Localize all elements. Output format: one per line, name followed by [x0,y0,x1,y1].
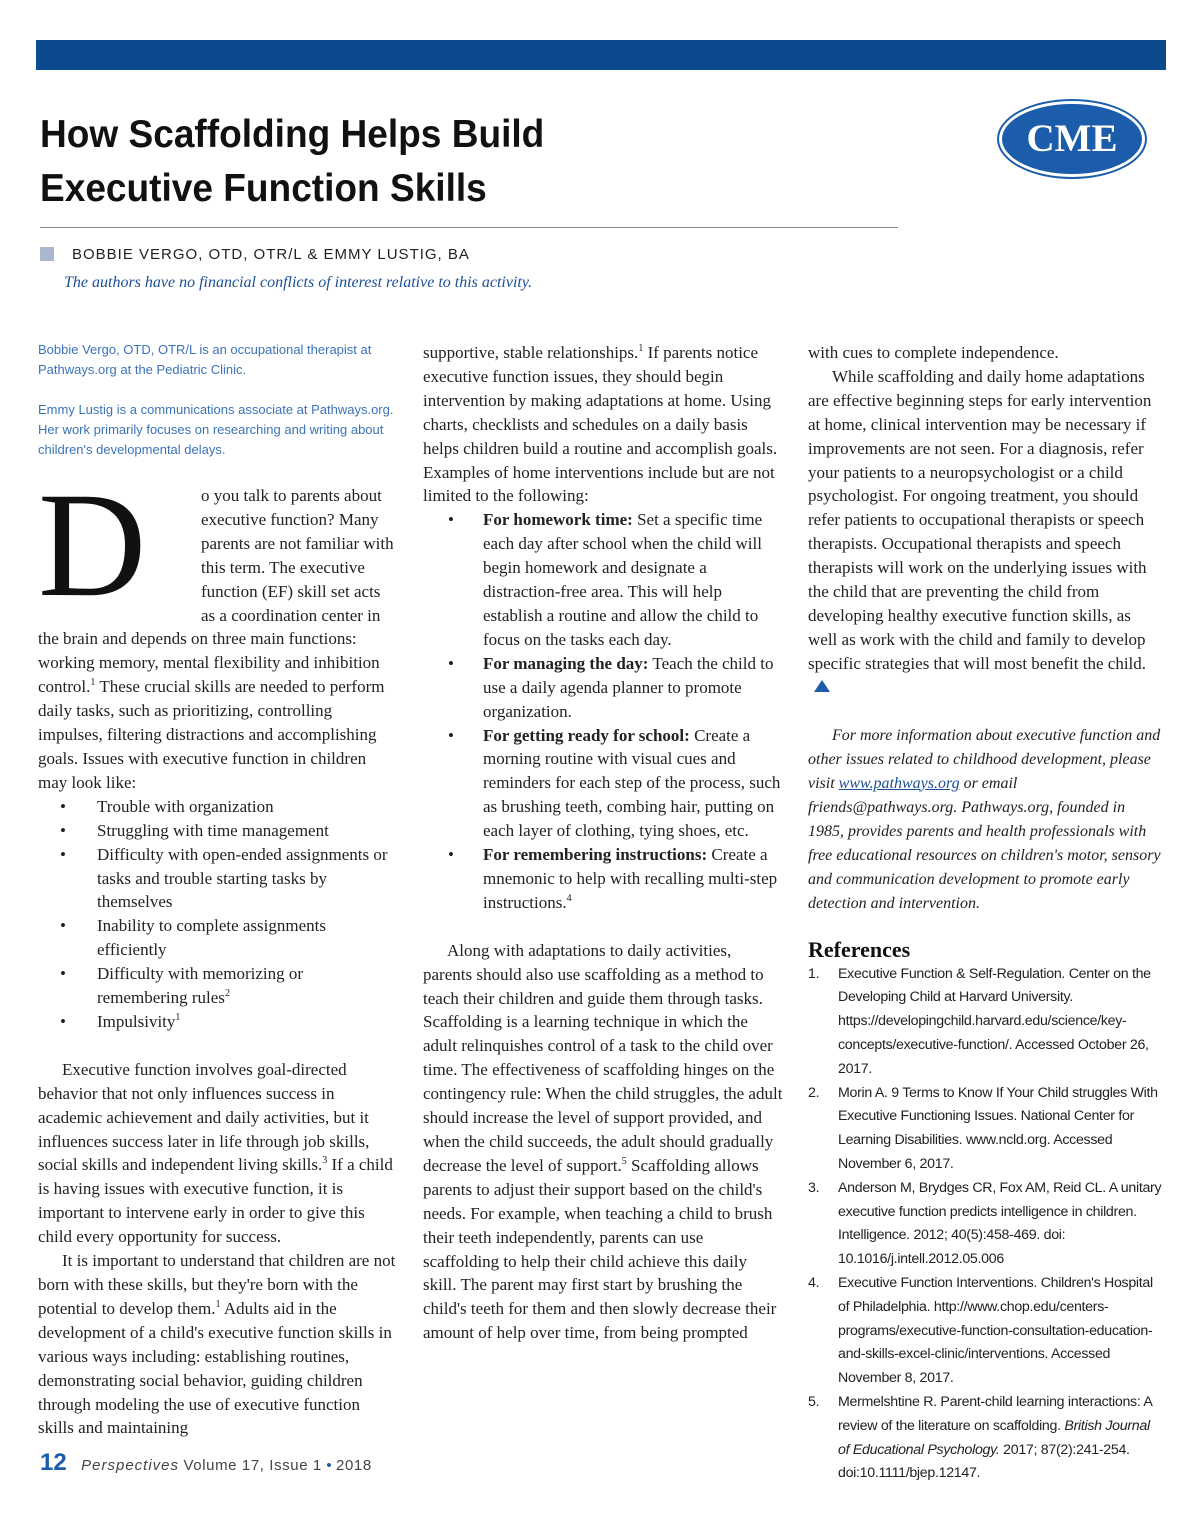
intervention-list [423,508,783,914]
title-divider [40,227,898,228]
page-footer [40,1448,372,1481]
reference-item: 2. Morin A. 9 Terms to Know If Your Child struggles With Executive Functioning Issues. National Center for Learning Disabilities. www.ncld.org. Accessed November 6, 2017. [808,1084,1158,1172]
reference-item: 4. Executive Function Interventions. Children's Hospital of Philadelphia. http://www.chop.edu/centers-programs/executive-function-consultation-education-and-skills-excel-clinic/interventions. Accessed November 8, 2017. [808,1274,1153,1387]
cme-badge-label: CME [1026,117,1118,160]
list-item: • Inability to complete assignments efficiently [38,914,396,962]
reference-item: 5. Mermelshtine R. Parent-child learning interactions: A review of the literature on scaffolding. British Journal of Educational Psychology. 2017; 87(2):241-254. doi:10.1111/bjep.12147. [808,1393,1152,1482]
reference-item: 3. Anderson M, Brydges CR, Fox AM, Reid CL. A unitary executive function predicts intelligence in children. Intelligence. 2012; 40(5):458-469. doi: 10.1016/j.intell.2012.05.006 [808,1179,1162,1268]
column-3 [808,341,1164,1486]
end-mark-icon [814,680,830,692]
list-item: • Impulsivity$^1$ [38,1010,396,1034]
issue-info: Volume 17, Issue 1 [183,1457,322,1474]
cme-badge [1002,104,1142,174]
list-item: • For managing the day: Teach the child to use a daily agenda planner to promote organization. [423,652,783,724]
references-list [808,963,1164,1487]
more-info: For more information about executive function and other issues related to childhood development, please visit www.pathways.org or email friends@pathways.org. Pathways.org, founded in 1985, provides parents and health professionals with free educational resources on children's motor, sensory and communication development to promote early detection and intervention. [808,726,1161,912]
disclosure-statement: The authors have no financial conflicts of interest relative to this activity. [64,274,533,291]
intro-paragraph: D o you talk to parents about executive function? Many parents are not familiar with this term. The executive function (EF) skill set acts as a coordination center in the brain and depends on three main functions: working memory, mental flexibility and inhibition control.$^1$ These crucial skills are needed to perform daily tasks, such as prioritizing, controlling impulses, filtering distractions and accomplishing goals. Issues with executive function in children may look like: [38,462,394,792]
list-item: • For getting ready for school: Create a morning routine with visual cues and reminders for each step of the process, such as brushing teeth, combing hair, putting on each layer of clothing, tying shoes, etc. [423,724,783,844]
title-line-2: Executive Function Skills [40,167,487,210]
title-line-1: How Scaffolding Helps Build [40,113,545,156]
reference-item: 1. Executive Function & Self-Regulation. Center on the Developing Child at Harvard University. https://developingchild.harvard.edu/science/key-concepts/executive-function/. Accessed October 26, 2017. [808,965,1151,1077]
list-item: • For homework time: Set a specific time each day after school when the child will begin homework and designate a distraction-free area. This will help establish a routine and allow the child to focus on the tasks each day. [423,508,783,651]
body-paragraph: It is important to understand that children are not born with these skills, but they're born with the potential to develop them.$^1$ Adults aid in the development of a child's executive function skills in various ways including: establishing routines, demonstrating social behavior, guiding children through modeling the use of executive function skills and maintaining [38,1251,396,1438]
publication-year: 2018 [336,1457,372,1474]
drop-cap: D [38,462,147,628]
body-paragraph: with cues to complete independence. [808,343,1059,362]
body-paragraph: supportive, stable relationships.$^1$ If parents notice executive function issues, they should begin intervention by making adaptations at home. Using charts, checklists and schedules on a daily basis helps children build a routine and accomplish goals. Examples of home interventions include but are not limited to the following: [423,343,778,506]
column-1 [38,462,396,1440]
header-bar [36,40,1166,70]
page-number: 12 [40,1449,67,1476]
author-marker [40,247,54,261]
body-paragraph: Executive function involves goal-directed behavior that not only influences success in academic achievement and daily activities, but it influences success later in life through job skills, social skills and independent living skills.$^3$ If a child is having issues with executive function, it is important to intervene early in order to give this child every opportunity for success. [38,1059,393,1247]
author-bios [38,340,398,480]
references-heading: References [808,936,911,962]
publication-name: Perspectives [81,1457,180,1474]
pathways-link[interactable]: www.pathways.org [838,774,960,792]
bio-vergo: Bobbie Vergo, OTD, OTR/L is an occupational therapist at Pathways.org at the Pediatric Clinic. [38,342,372,377]
list-item: • Difficulty with memorizing or remembering rules$^2$ [38,962,396,1010]
article-title [40,108,544,216]
list-item: • For remembering instructions: Create a mnemonic to help with recalling multi-step instructions.$^4$ [423,843,783,915]
symptom-list [38,795,396,1034]
list-item: • Trouble with organization [38,795,396,819]
list-item: • Struggling with time management [38,819,396,843]
column-2 [423,341,783,1345]
body-paragraph: While scaffolding and daily home adaptations are effective beginning steps for early intervention at home, clinical intervention may be necessary if improvements are not seen. For a diagnosis, refer your patients to a neuropsychologist or a child psychologist. For ongoing treatment, you should refer patients to occupational therapists or speech therapists. Occupational therapists and speech therapists will work on the underlying issues with the child that are preventing the child from developing healthy executive function skills, as well as work with the child and family to develop specific strategies that will most benefit the child. [808,365,1164,700]
list-item: • Difficulty with open-ended assignments or tasks and trouble starting tasks by themselves [38,843,396,915]
body-paragraph: Along with adaptations to daily activities, parents should also use scaffolding as a method to teach their children and guide them through tasks. Scaffolding is a learning technique in which the adult relinquishes control of a task to the child over time. The effectiveness of scaffolding hinges on the contingency rule: When the child struggles, the adult should increase the level of support provided, and when the child succeeds, the adult should gradually decrease the level of support.$^5$ Scaffolding allows parents to adjust their support based on the child's needs. For example, when teaching a child to brush their teeth independently, parents can use scaffolding to help their child achieve this daily skill. The parent may first start by brushing the child's teeth for them and then slowly decrease their amount of help over time, from being prompted [423,940,783,1343]
bio-lustig: Emmy Lustig is a communications associate at Pathways.org. Her work primarily focuses on researching and writing about children's developmental delays. [38,402,394,457]
authors-line: BOBBIE VERGO, OTD, OTR/L & EMMY LUSTIG, BA [72,246,470,263]
footer-separator: • [326,1457,332,1474]
